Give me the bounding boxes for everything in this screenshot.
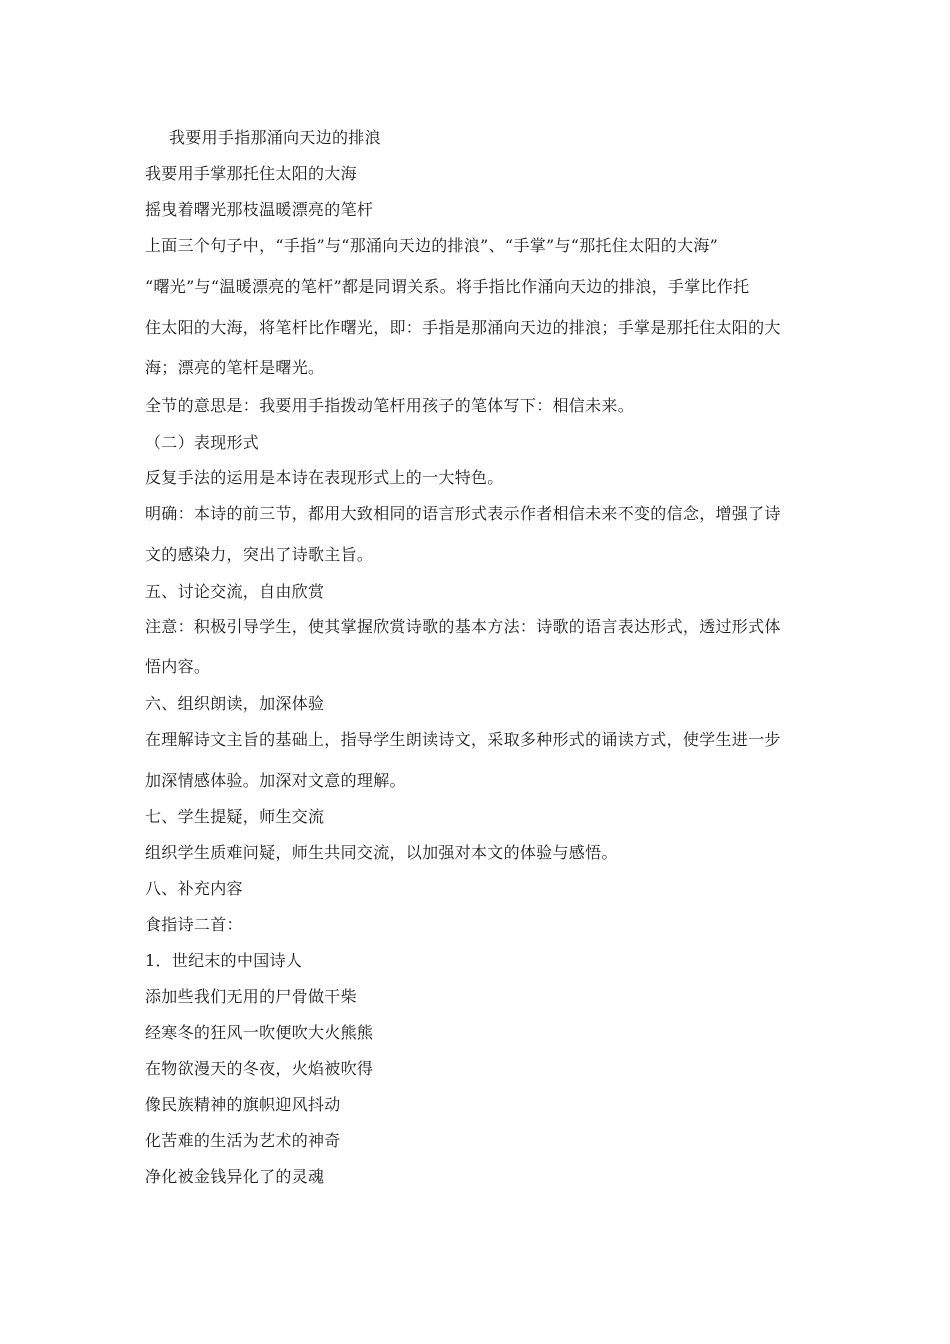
paragraph-line: 悟内容。 [145, 657, 211, 676]
section-heading: （二）表现形式 [145, 433, 260, 452]
poem-line: 净化被金钱异化了的灵魂 [145, 1167, 325, 1186]
paragraph-line: 在理解诗文主旨的基础上，指导学生朗读诗文，采取多种形式的诵读方式，使学生进一步 [145, 730, 781, 749]
paragraph-line: 组织学生质难问疑，师生共同交流，以加强对本文的体验与感悟。 [145, 843, 618, 862]
poem-line: 添加些我们无用的尸骨做干柴 [145, 987, 357, 1006]
paragraph-line: 住太阳的大海，将笔杆比作曙光，即：手指是那涌向天边的排浪；手掌是那托住太阳的大 [145, 318, 781, 337]
poem-line: 在物欲漫天的冬夜，火焰被吹得 [145, 1059, 374, 1078]
poem-line: 我要用手掌那托住太阳的大海 [145, 164, 357, 183]
section-heading: 六、组织朗读，加深体验 [145, 694, 325, 713]
poem-title: 1．世纪末的中国诗人 [145, 951, 303, 970]
paragraph-line: 海；漂亮的笔杆是曙光。 [145, 358, 325, 377]
paragraph-line: “曙光”与“温暖漂亮的笔杆”都是同谓关系。将手指比作涌向天边的排浪，手掌比作托 [145, 277, 750, 296]
poem-line: 经寒冬的狂风一吹便吹大火熊熊 [145, 1023, 374, 1042]
poem-line: 我要用手指那涌向天边的排浪 [169, 128, 381, 147]
paragraph-line: 明确：本诗的前三节，都用大致相同的语言形式表示作者相信未来不变的信念，增强了诗 [145, 504, 781, 523]
section-heading: 五、讨论交流，自由欣赏 [145, 582, 325, 601]
paragraph-line: 文的感染力，突出了诗歌主旨。 [145, 545, 374, 564]
section-heading: 八、补充内容 [145, 879, 243, 898]
paragraph-line: 上面三个句子中，“手指”与“那涌向天边的排浪”、“手掌”与“那托住太阳的大海” [145, 236, 719, 255]
poem-line: 像民族精神的旗帜迎风抖动 [145, 1095, 341, 1114]
paragraph-line: 全节的意思是：我要用手指拨动笔杆用孩子的笔体写下：相信未来。 [145, 396, 635, 415]
paragraph-line: 食指诗二首： [145, 915, 243, 934]
section-heading: 七、学生提疑，师生交流 [145, 807, 325, 826]
paragraph-line: 注意：积极引导学生，使其掌握欣赏诗歌的基本方法：诗歌的语言表达形式，透过形式体 [145, 617, 781, 636]
paragraph-line: 加深情感体验。加深对文意的理解。 [145, 771, 406, 790]
poem-line: 摇曳着曙光那枝温暖漂亮的笔杆 [145, 200, 374, 219]
paragraph-line: 反复手法的运用是本诗在表现形式上的一大特色。 [145, 468, 504, 487]
poem-line: 化苦难的生活为艺术的神奇 [145, 1131, 341, 1150]
